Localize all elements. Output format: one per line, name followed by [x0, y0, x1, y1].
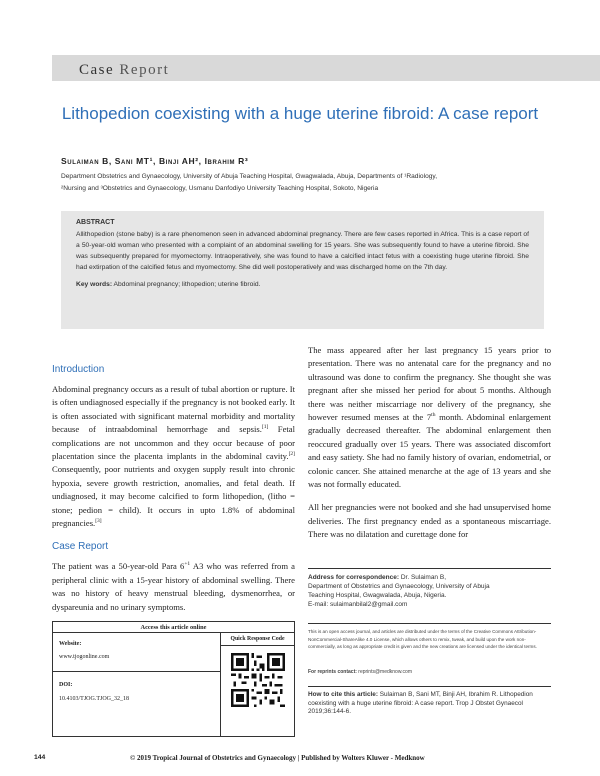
- case-paragraph-2: [308, 344, 551, 491]
- correspondence-line-3: Teaching Hospital, Gwagwalada, Abuja, Nigeria.: [308, 592, 447, 599]
- case-report-heading: Case Report: [52, 541, 109, 553]
- intro-text-c: Consequently, poor nutrients and oxygen supply result into chronic hypoxia, severe growth restriction, anomalies, and fetal death. If undiagnosed, it may become calcified to form lithopedion, (litho = stone; pedion = child). It occurs in upto 1.8% of abdominal pregnancies.: [52, 464, 295, 529]
- citation-ref-1[interactable]: [1]: [261, 424, 269, 431]
- case-paragraph-3: All her pregnancies were not booked and she had unsupervised home deliveries. The first pregnancy ended as a spontaneous miscarriage. There was no dilatation and curettage done for: [308, 502, 551, 540]
- citation-box: [308, 686, 551, 717]
- license-statement: This is an open access journal, and articles are distributed under the terms of the Creative Commons Attribution-NonCommercial-ShareAlike 4.0 License, which allows others to remix, tweak, and build upon the work non-commercially, as long as appropriate credit is given and the new creations are licensed under the identical terms.: [308, 623, 551, 651]
- affiliation-line-1: Department Obstetrics and Gynaecology, University of Abuja Teaching Hospital, Gwagwalada, Abuja, Departments of ¹Radiology,: [61, 173, 438, 180]
- citation-ref-2[interactable]: [2]: [288, 451, 295, 458]
- article-title: Lithopedion coexisting with a huge uterine fibroid: A case report: [61, 104, 539, 123]
- access-online-box: [52, 621, 295, 737]
- doi-label: DOI:: [59, 682, 73, 688]
- qr-label: Quick Response Code: [221, 633, 294, 646]
- access-title: Access this article online: [53, 622, 294, 633]
- cite-label: How to cite this article:: [308, 691, 378, 698]
- correspondence-email[interactable]: E-mail: sulaimanbilal2@gmail.com: [308, 601, 408, 608]
- introduction-heading: Introduction: [52, 364, 105, 375]
- introduction-paragraph: [52, 383, 295, 530]
- intro-text-a: Abdominal pregnancy occurs as a result of tubal abortion or rupture. It is often undiagnosed especially if the pregnancy is not booked early. It is often associated with significant maternal morbidity and mortality because of intraabdominal hemorrhage and sepsis.: [52, 384, 295, 435]
- abstract-heading: ABSTRACT: [76, 219, 115, 226]
- doi-cell: [53, 672, 220, 736]
- correspondence-name: Dr. Sulaiman B,: [399, 574, 446, 581]
- reprints-email[interactable]: reprints@medknow.com: [356, 669, 413, 675]
- website-link[interactable]: www.tjogonline.com: [59, 654, 110, 660]
- keywords-value: Abdominal pregnancy; lithopedion; uterine fibroid.: [113, 281, 261, 288]
- section-label: [79, 62, 169, 79]
- author-list: Sulaiman B, Sani MT¹, Binji AH², Ibrahim R³: [61, 156, 249, 166]
- doi-link[interactable]: 10.4103/TJOG.TJOG_32_18: [59, 696, 129, 702]
- affiliation-line-2: ²Nursing and ³Obstetrics and Gynaecology, Usmanu Danfodiyo University Teaching Hospital, Sokoto, Nigeria: [61, 184, 379, 192]
- access-grid: [53, 633, 294, 736]
- correspondence-line-2: Department of Obstetrics and Gynaecology, University of Abuja: [308, 583, 490, 590]
- qr-cell: [220, 633, 294, 736]
- right-column: [308, 344, 551, 542]
- affiliations: [61, 171, 561, 194]
- reprints-label: For reprints contact:: [308, 669, 357, 675]
- website-label: Website:: [59, 641, 82, 647]
- case-p2-text-b: month. Abdominal enlargement gradually decreased thereafter. The abdominal enlargement then reoccured gradually over 15 years. There was associated discomfort and easy satiety. She had no family history of ovarian, endometrial, or colonic cancer. She attained menarche at the age of 13 years and she was not formally educated.: [308, 412, 551, 490]
- correspondence-line-1: [308, 573, 551, 582]
- section-label-first: Case: [79, 62, 115, 78]
- case-text-a: The patient was a 50-year-old Para 6: [52, 561, 185, 572]
- qr-code-icon[interactable]: [231, 653, 285, 707]
- reprints-contact: [308, 669, 551, 675]
- parity-superscript: +1: [184, 561, 191, 568]
- case-p2-text-a: The mass appeared after her last pregnancy 15 years prior to presentation. There was no antenatal care for the pregnancy and no ultrasound was done to confirm the pregnancy. She thought she was pregnant after she missed her period for about 5 months. Although there was neither miscarriage nor delivery of the pregnancy, she however resumed menses at the 7: [308, 345, 551, 423]
- section-label-second: Report: [119, 62, 170, 78]
- website-cell: [53, 633, 220, 672]
- citation-ref-3[interactable]: [3]: [95, 518, 102, 525]
- case-paragraph-1: [52, 560, 295, 614]
- footer-copyright: © 2019 Tropical Journal of Obstetrics and Gynaecology | Published by Wolters Kluwer - Medknow: [130, 754, 425, 762]
- ordinal-superscript: th: [431, 412, 436, 419]
- keywords-label: Key words:: [76, 281, 113, 288]
- cite-text: Sulaiman B, Sani MT, Binji AH, Ibrahim R. Lithopedion coexisting with a huge uterine fibroid: A case report. Trop J Obstet Gynaecol 2019;36:144-6.: [308, 691, 533, 715]
- correspondence-label: Address for correspondence:: [308, 574, 400, 581]
- correspondence-box: [308, 568, 551, 609]
- intro-text-b: Fetal complications are not uncommon and they occur because of poor placentation since the placenta implants in the abdominal cavity.: [52, 424, 295, 462]
- abstract-text: Allithopedion (stone baby) is a rare phenomenon seen in advanced abdominal pregnancy. There are few cases reported in Africa. This is a case report of a 50-year-old woman who presented with a complaint of an abdominal swelling for 15 years. She was subsequently found to have a uterine fibroid. She was subsequently prepared for myomectomy. Intraoperatively, she was found to have a calcified intact fetus with a coexisting huge uterine fibroid. She had extirpation of the calcified fetus and myomectomy. She did well postoperatively and was discharged home on the 7th day.: [76, 231, 529, 271]
- page-number: 144: [34, 754, 46, 761]
- keywords: [76, 279, 529, 290]
- abstract-box: [61, 211, 544, 329]
- left-column: [52, 363, 295, 614]
- case-text-b: A3 who was referred from a peripheral clinic with a 15-year history of abdominal swelling. There was no history of heavy menstrual bleeding, dysmenorrhea, or dyspareunia and no urinary symptoms.: [52, 561, 296, 612]
